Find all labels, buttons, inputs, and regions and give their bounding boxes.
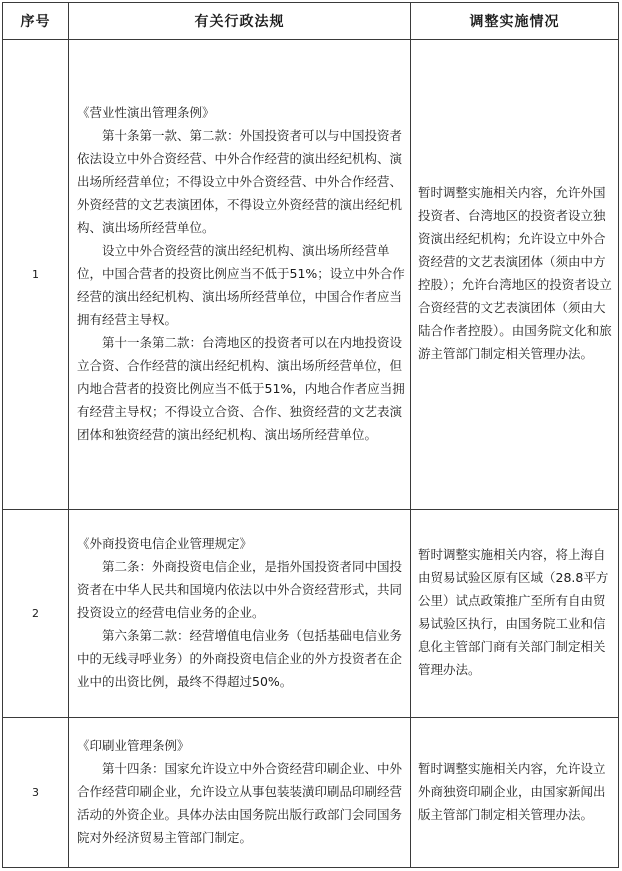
row-2-clause-1: 第二条：外商投资电信企业，是指外国投资者同中国投资者在中华人民共和国境内依法以中外合资经营形式，共同投资设立的经营电信业务的企业。	[77, 558, 403, 620]
row-2-clause-2: 第六条第二款：经营增值电信业务（包括基础电信业务中的无线寻呼业务）的外商投资电信企业的外方投资者在企业中的出资比例，最终不得超过50%。	[77, 627, 403, 689]
row-3-adjustment-text: 暂时调整实施相关内容，允许设立外商独资印刷企业，由国家新闻出版主管部门制定相关管理办法。	[418, 760, 606, 822]
row-1-clause-2: 设立中外合资经营的演出经纪机构、演出场所经营单位，中国合营者的投资比例应当不低于51%；设立中外合作经营的演出经纪机构、演出场所经营单位，中国合作者应当拥有经营主导权。	[77, 242, 405, 327]
table-row-1	[3, 40, 619, 510]
row-2-regulation	[69, 510, 411, 718]
row-3-adjustment	[411, 718, 619, 868]
row-1-adjustment-text: 暂时调整实施相关内容，允许外国投资者、台湾地区的投资者设立独资演出经纪机构；允许设立中外合资经营的文艺表演团体（须由中方控股）；允许台湾地区的投资者设立合资经营的文艺表演团体（须由大陆合作者控股）。由国务院文化和旅游主管部门制定相关管理办法。	[418, 185, 612, 361]
row-2-adjustment-text: 暂时调整实施相关内容，将上海自由贸易试验区原有区域（28.8平方公里）试点政策推广至所有自由贸易试验区执行，由国务院工业和信息化主管部门商有关部门制定相关管理办法。	[418, 547, 609, 677]
row-2-regulation-title: 《外商投资电信企业管理规定》	[77, 535, 253, 551]
header-serial-number: 序号	[3, 3, 69, 40]
row-1-serial: 1	[3, 40, 69, 510]
row-1-clause-3: 第十一条第二款：台湾地区的投资者可以在内地投资设立合资、合作经营的演出经纪机构、演出场所经营单位，但内地合营者的投资比例应当不低于51%，内地合作者应当拥有经营主导权；不得设立合资、合作、独资经营的文艺表演团体和独资经营的演出经纪机构、演出场所经营单位。	[77, 334, 405, 442]
table-row-2	[3, 510, 619, 718]
row-3-regulation-title: 《印刷业管理条例》	[77, 737, 190, 753]
row-2-serial: 2	[3, 510, 69, 718]
header-administrative-regulation: 有关行政法规	[69, 3, 411, 40]
table-header-row	[3, 3, 619, 40]
row-3-serial: 3	[3, 718, 69, 868]
header-adjustment-status: 调整实施情况	[411, 3, 619, 40]
table-row-3	[3, 718, 619, 868]
row-3-regulation	[69, 718, 411, 868]
row-1-regulation	[69, 40, 411, 510]
row-2-adjustment	[411, 510, 619, 718]
row-1-clause-1: 第十条第一款、第二款：外国投资者可以与中国投资者依法设立中外合资经营、中外合作经营的演出经纪机构、演出场所经营单位；不得设立中外合资经营、中外合作经营、外资经营的文艺表演团体，不得设立外资经营的演出经纪机构、演出场所经营单位。	[77, 127, 403, 235]
row-1-adjustment	[411, 40, 619, 510]
regulation-table	[2, 2, 619, 868]
row-3-clause-1: 第十四条：国家允许设立中外合资经营印刷企业、中外合作经营印刷企业，允许设立从事包装装潢印刷品印刷经营活动的外资企业。具体办法由国务院出版行政部门会同国务院对外经济贸易主管部门制定。	[77, 760, 403, 845]
row-1-regulation-title: 《营业性演出管理条例》	[77, 104, 215, 120]
